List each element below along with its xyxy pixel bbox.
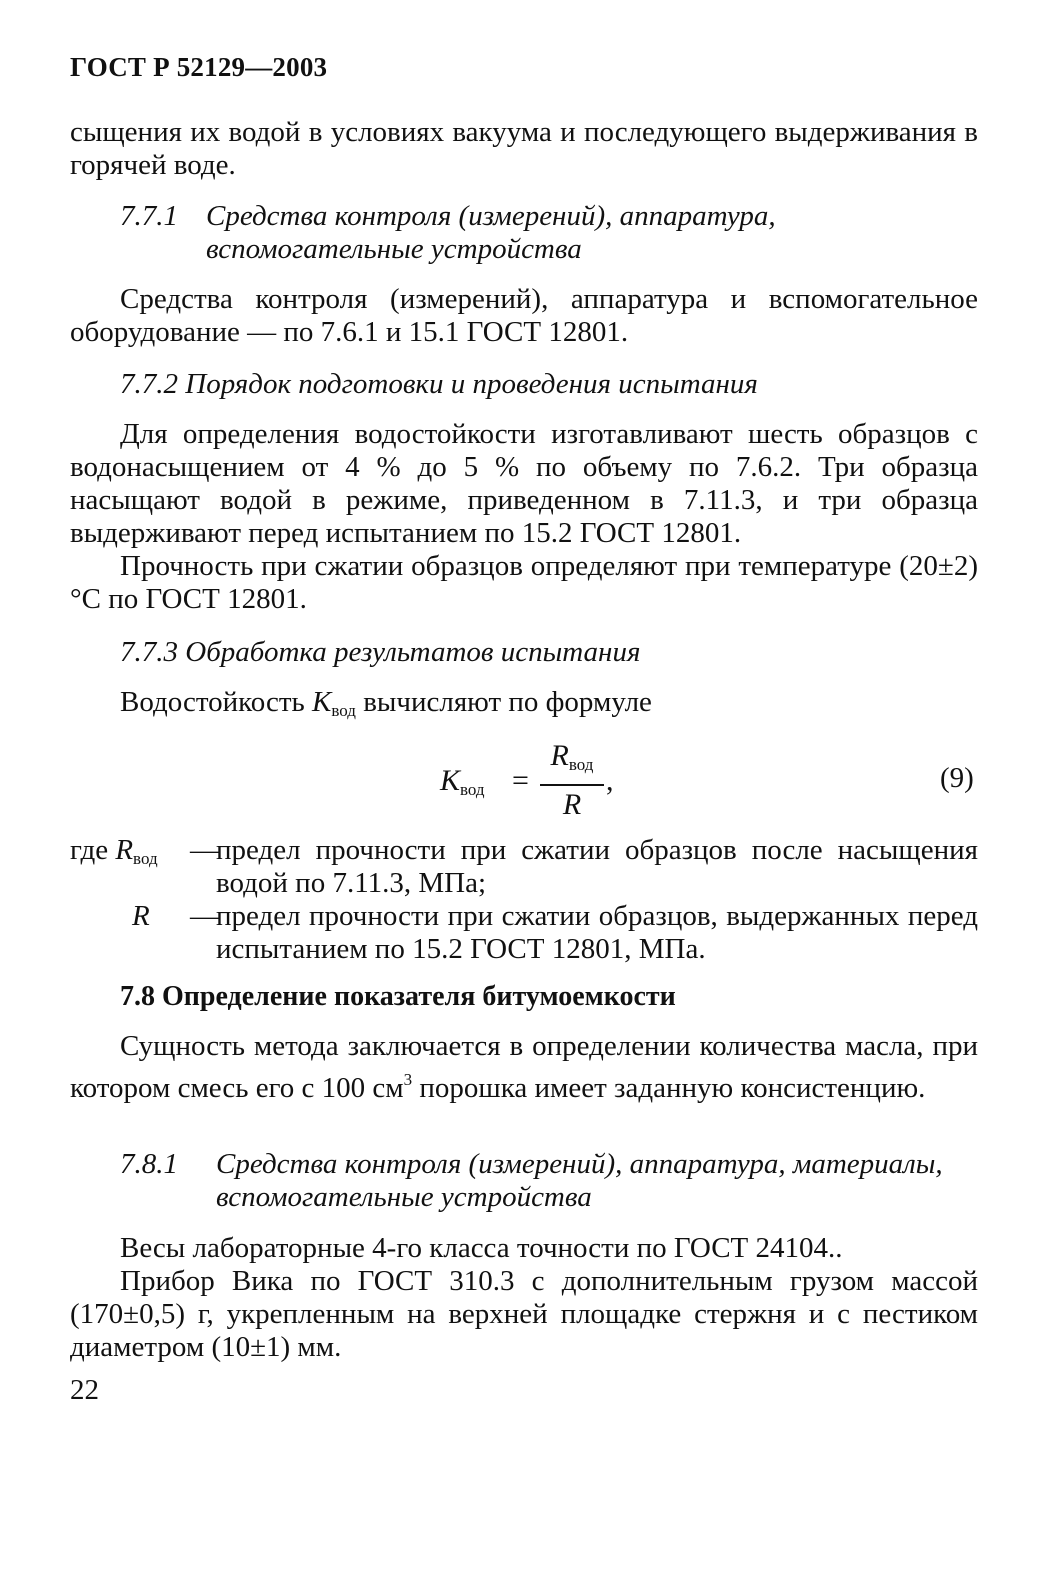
- cubic-superscript: 3: [403, 1070, 413, 1089]
- formula-denominator: R: [562, 788, 582, 821]
- where-item-2: [70, 900, 978, 970]
- paragraph-7-8-text-after: порошка имеет заданную консистенцию.: [412, 1072, 926, 1104]
- paragraph-7-7-2-a: Для определения водостойкости изготавливают шесть образцов с водонасыщением от 4 % до 5 % по объему по 7.6.2. Три образца насыщают водой в режиме, приведенном в 7.11.3, и три образца выдерживают перед испытанием по 15.2 ГОСТ 12801.: [70, 418, 978, 549]
- intro-paragraph: сыщения их водой в условиях вакуума и последующего выдерживания в горячей воде.: [70, 116, 978, 181]
- formula-comma: ,: [606, 764, 614, 797]
- section-7-8-heading: 7.8 Определение показателя битумоемкости: [120, 981, 676, 1012]
- paragraph-7-8-1-a: Весы лабораторные 4-го класса точности по ГОСТ 24104..: [120, 1232, 843, 1264]
- formula-lhs: [440, 764, 485, 800]
- where-dash-1: —: [190, 834, 219, 866]
- document-header: ГОСТ Р 52129—2003: [70, 52, 328, 82]
- subsection-title: Средства контроля (измерений), аппаратура, вспомогательные устройства: [206, 200, 776, 265]
- where-desc-1: предел прочности при сжатии образцов после насыщения водой по 7.11.3, МПа;: [216, 834, 978, 899]
- paragraph-7-8-1-b: Прибор Вика по ГОСТ 310.3 с дополнительным грузом массой (170±0,5) г, укрепленным на верхней площадке стержня и с пестиком диаметром (10±1) мм.: [70, 1265, 978, 1363]
- where-symbol-2-wrap: [132, 900, 150, 933]
- subsection-7-8-1-heading: [120, 1148, 980, 1214]
- subsection-7-7-3-heading: 7.7.3 Обработка результатов испытания: [120, 636, 641, 668]
- where-symbol-1: R: [115, 834, 134, 866]
- equation-number: (9): [940, 762, 974, 794]
- formula-lhs-subscript: вод: [460, 780, 485, 799]
- where-dash-2: —: [190, 900, 219, 932]
- where-item-1: [70, 834, 978, 904]
- subsection-7-7-1-heading: [120, 200, 980, 266]
- where-symbol-2: R: [132, 900, 150, 932]
- where-desc-2: предел прочности при сжатии образцов, выдержанных перед испытанием по 15.2 ГОСТ 12801, МПа.: [216, 900, 978, 965]
- where-symbol-1-subscript: вод: [133, 849, 158, 868]
- formula-intro: [70, 686, 978, 727]
- paragraph-7-8-text: Сущность метода заключается в определении количества масла, при котором смесь его с 100 см: [70, 1030, 978, 1104]
- formula-numerator-subscript: вод: [568, 755, 594, 774]
- formula-numerator: [540, 738, 604, 783]
- formula-equals: =: [512, 764, 529, 797]
- subsection-7-7-2-heading: 7.7.2 Порядок подготовки и проведения испытания: [120, 368, 758, 400]
- paragraph-7-7-2-b: Прочность при сжатии образцов определяют при температуре (20±2) °С по ГОСТ 12801.: [70, 550, 978, 615]
- subsection-number-7-8-1: 7.8.1: [120, 1148, 178, 1180]
- formula-intro-subscript: вод: [331, 701, 356, 720]
- formula-intro-symbol: K: [312, 686, 332, 718]
- where-label: [70, 834, 158, 875]
- formula-lhs-symbol: K: [440, 764, 461, 797]
- where-word: где: [70, 834, 116, 866]
- subsection-title-7-8-1: Средства контроля (измерений), аппаратура, материалы, вспомогательные устройства: [216, 1148, 943, 1213]
- fraction-bar: [540, 784, 604, 786]
- formula-numerator-symbol: R: [550, 739, 569, 772]
- subsection-number: 7.7.1: [120, 200, 178, 232]
- page-number: 22: [70, 1374, 99, 1406]
- paragraph-7-7-1: Средства контроля (измерений), аппаратура и вспомогательное оборудование — по 7.6.1 и 15.1 ГОСТ 12801.: [70, 283, 978, 348]
- paragraph-7-8: [70, 1030, 978, 1105]
- formula-intro-text-after: вычисляют по формуле: [355, 686, 652, 718]
- formula-fraction: [540, 738, 604, 823]
- formula-intro-text: Водостойкость: [120, 686, 313, 718]
